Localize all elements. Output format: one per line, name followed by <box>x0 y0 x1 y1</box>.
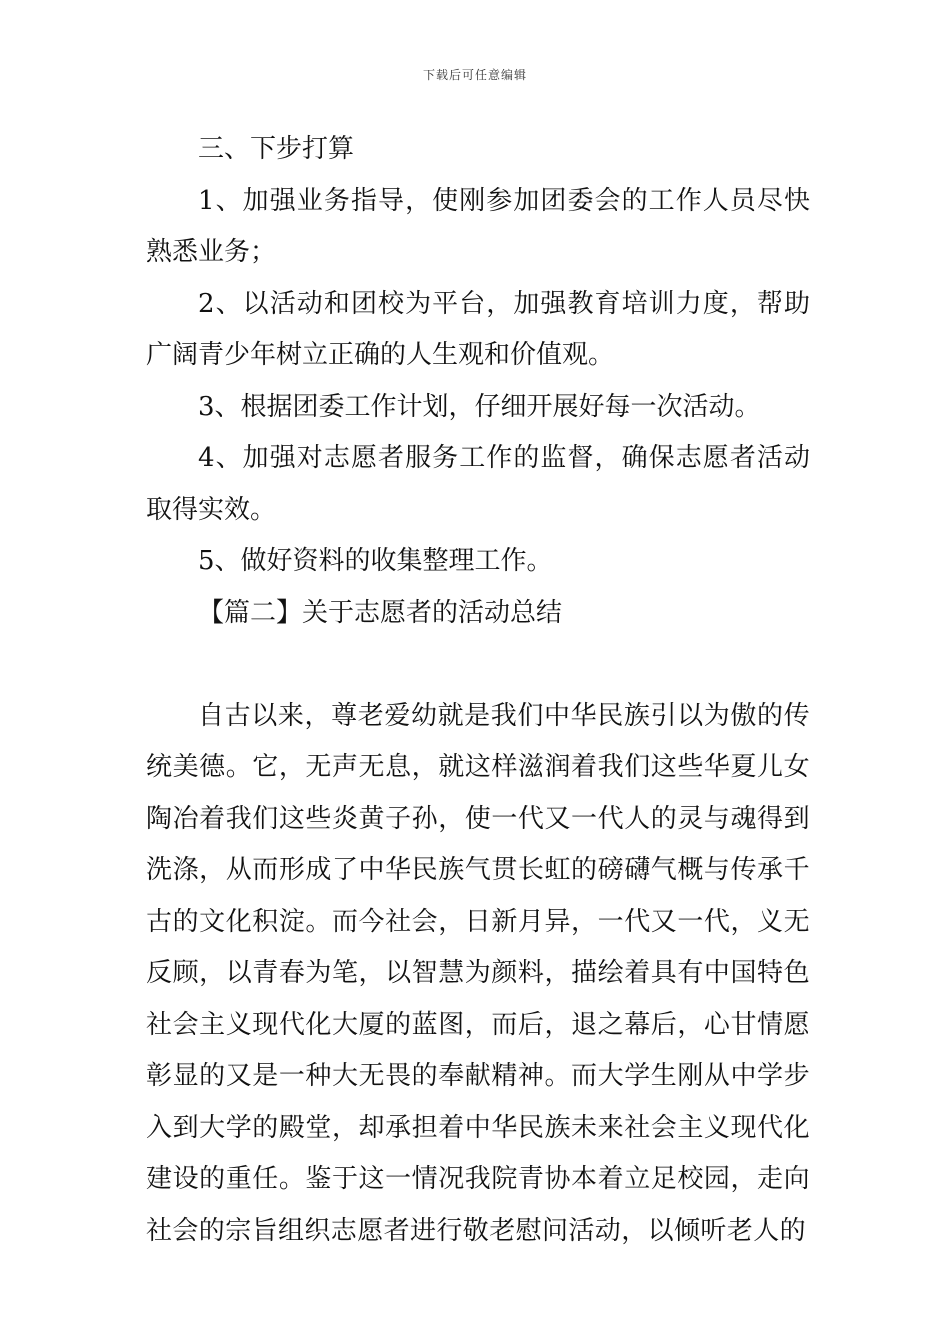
plan-item-2: 2、以活动和团校为平台，加强教育培训力度，帮助广阔青少年树立正确的人生观和价值观。 <box>146 288 810 370</box>
plan-item-5: 5、做好资料的收集整理工作。 <box>198 546 553 576</box>
section-heading: 三、下步打算 <box>198 134 355 164</box>
plan-item-3: 3、根据团委工作计划，仔细开展好每一次活动。 <box>198 391 761 422</box>
article-paragraph: 自古以来，尊老爱幼就是我们中华民族引以为傲的传统美德。它，无声无息，就这样滋润着我们这些华夏儿女陶冶着我们这些炎黄子孙，使一代又一代人的灵与魂得到洗涤，从而形成了中华民族气贯长虹的磅礴气概与传承千古的文化积淀。而今社会，日新月异，一代又一代，义无反顾，以青春为笔，以智慧为颜料，描绘着具有中国特色社会主义现代化大厦的蓝图，而后，退之幕后，心甘情愿彰显的又是一种大无畏的奉献精神。而大学生刚从中学步入到大学的殿堂，却承担着中华民族未来社会主义现代化建设的重任。鉴于这一情况我院青协本着立足校园，走向社会的宗旨组织志愿者进行敬老慰问活动，以倾听老人的 <box>146 700 810 1246</box>
document-body <box>146 124 810 1257</box>
plan-item-1: 1、加强业务指导，使刚参加团委会的工作人员尽快熟悉业务； <box>146 185 810 267</box>
blank-line <box>146 639 810 691</box>
article-title: 【篇二】关于志愿者的活动总结 <box>198 597 563 628</box>
header-note: 下载后可任意编辑 <box>422 68 527 82</box>
plan-item-4: 4、加强对志愿者服务工作的监督，确保志愿者活动取得实效。 <box>146 443 810 525</box>
